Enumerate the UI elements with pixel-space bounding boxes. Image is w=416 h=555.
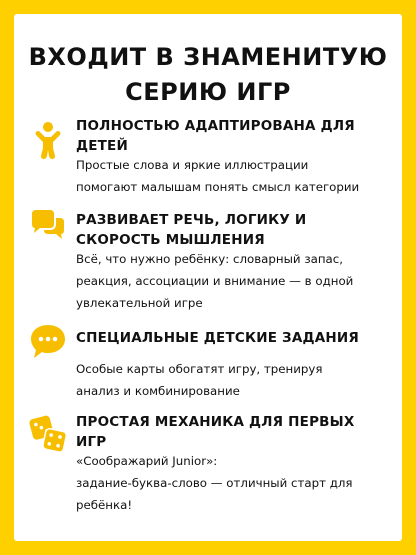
description-line: Всё, что нужно ребёнку: словарный запас, <box>76 252 344 266</box>
dice-icon <box>28 414 68 454</box>
chat-bubbles-icon <box>28 208 68 248</box>
title-line-2: СЕРИЮ ИГР <box>125 78 291 106</box>
feature-heading <box>76 210 384 250</box>
heading-line: ДЕТЕЙ <box>76 138 128 154</box>
speech-bubble-dots-icon <box>28 322 68 362</box>
child-icon <box>28 120 68 160</box>
description-line: помогают малышам понять смысл категории <box>76 180 360 194</box>
page-title <box>14 40 402 110</box>
title-line-1: ВХОДИТ В ЗНАМЕНИТУЮ <box>28 43 388 71</box>
description-line: задание-буква-слово — отличный старт для <box>76 476 353 490</box>
description-line: анализ и комбинирование <box>76 384 240 398</box>
feature-heading <box>76 116 384 156</box>
description-line: Особые карты обогатят игру, тренируя <box>76 362 323 376</box>
heading-line: ПОЛНОСТЬЮ АДАПТИРОВАНА ДЛЯ <box>76 118 355 134</box>
description-line: «Соображарий Junior»: <box>76 454 218 468</box>
feature-description <box>76 358 388 402</box>
heading-line: ПРОСТАЯ МЕХАНИКА ДЛЯ ПЕРВЫХ <box>76 414 355 430</box>
heading-line: СПЕЦИАЛЬНЫЕ ДЕТСКИЕ ЗАДАНИЯ <box>76 330 359 346</box>
description-line: увлекательной игре <box>76 296 203 310</box>
heading-line: ИГР <box>76 434 107 450</box>
description-line: Простые слова и яркие иллюстрации <box>76 158 309 172</box>
feature-description <box>76 154 388 198</box>
feature-heading <box>76 328 384 348</box>
info-card <box>14 14 402 541</box>
description-line: реакция, ассоциации и внимание — в одной <box>76 274 354 288</box>
description-line: ребёнка! <box>76 498 133 512</box>
heading-line: РАЗВИВАЕТ РЕЧЬ, ЛОГИКУ И <box>76 212 307 228</box>
feature-description <box>76 450 388 516</box>
feature-heading <box>76 412 384 452</box>
heading-line: СКОРОСТЬ МЫШЛЕНИЯ <box>76 232 265 248</box>
feature-description <box>76 248 388 314</box>
